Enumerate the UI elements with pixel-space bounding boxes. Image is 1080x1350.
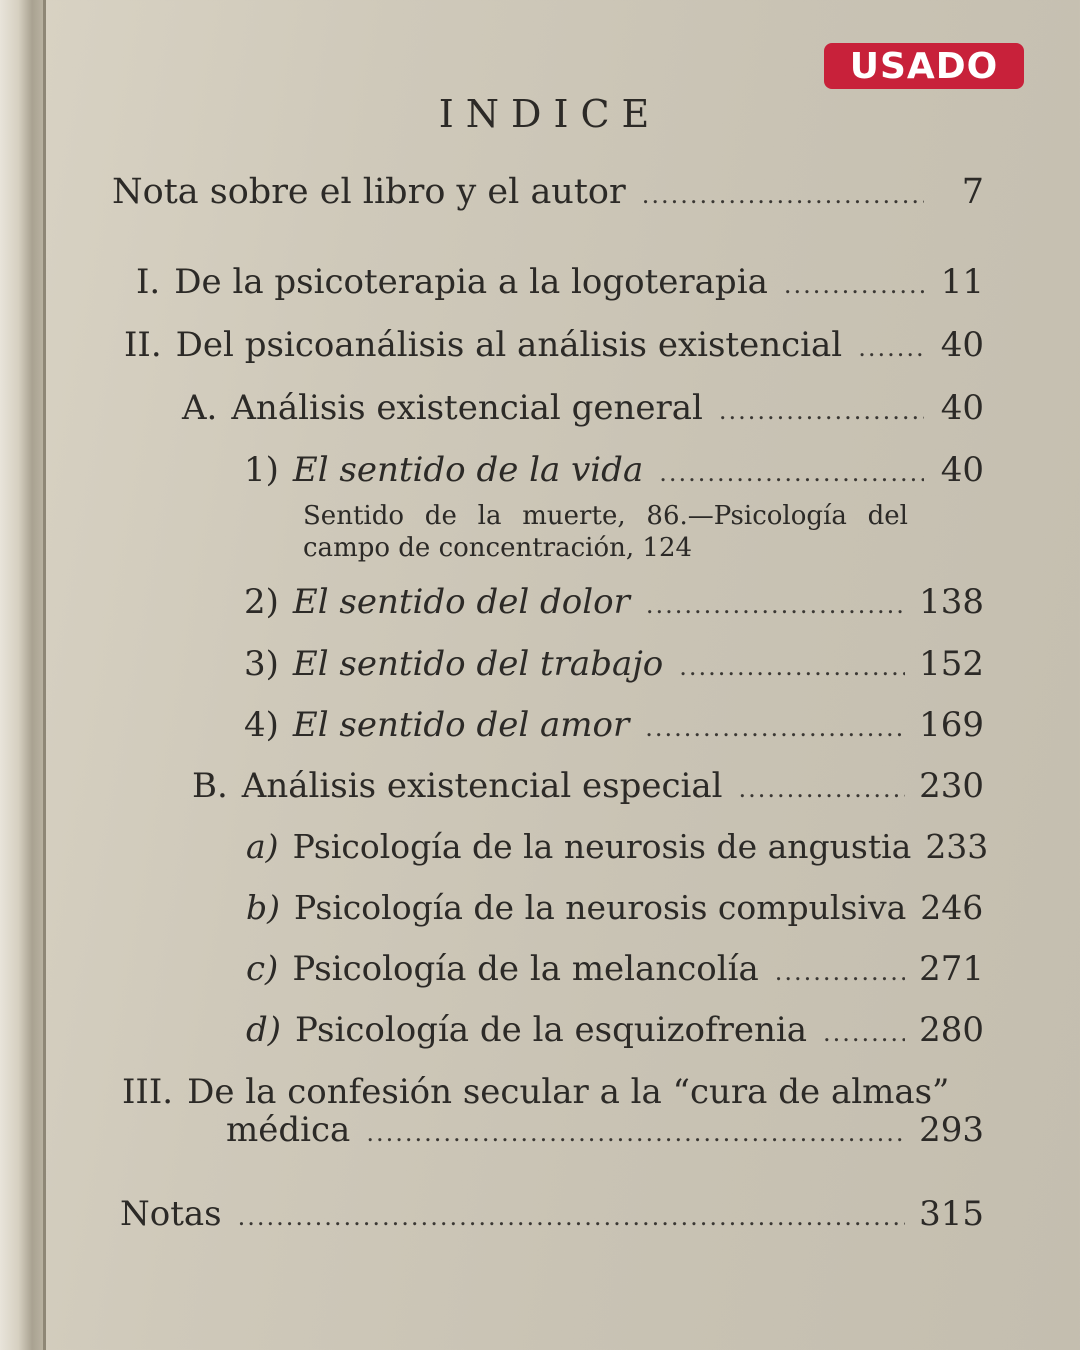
toc-entry-section-a [182, 388, 984, 428]
toc-entry-item-c [246, 949, 984, 989]
toc-entry-page: 138 [919, 582, 984, 622]
leader-dots [739, 775, 906, 803]
toc-entry-item-1 [244, 450, 984, 490]
toc-entry-label: El sentido del amor [292, 705, 630, 745]
toc-entry-page: 169 [919, 705, 984, 745]
toc-entry-number: b) [246, 888, 280, 927]
toc-entry-item-d [246, 1010, 984, 1050]
toc-entry-page: 152 [919, 644, 984, 684]
toc-entry-label: El sentido de la vida [292, 450, 644, 490]
leader-dots [645, 714, 905, 742]
toc-entry-label: De la confesión secular a la “cura de almas” [187, 1072, 950, 1112]
toc-entry-section-b [192, 766, 984, 806]
toc-entry-label: Análisis existencial especial [241, 766, 723, 806]
toc-entry-label: médica [226, 1110, 351, 1150]
toc-entry-number: c) [246, 949, 279, 989]
toc-entry-label: Análisis existencial general [231, 388, 703, 428]
leader-dots [642, 181, 924, 209]
toc-entry-label: Nota sobre el libro y el autor [112, 172, 626, 212]
toc-entry-page: 7 [961, 172, 984, 212]
toc-entry-number: I. [136, 262, 161, 302]
toc-entry-number: d) [246, 1010, 282, 1050]
toc-entry-number: 1) [244, 450, 279, 490]
toc-entry-number: 3) [244, 644, 279, 684]
toc-entry-page: 233 [925, 827, 989, 866]
page-edge [0, 0, 46, 1350]
toc-entry-label: De la psicoterapia a la logoterapia [174, 262, 768, 302]
leader-dots [659, 459, 924, 487]
toc-entry-label: Psicología de la neurosis de angustia [292, 827, 912, 866]
toc-entry-label: Psicología de la melancolía [292, 949, 759, 989]
leader-dots [784, 271, 924, 299]
toc-entry-item-b [246, 888, 984, 927]
toc-entry-page: 230 [919, 766, 984, 806]
leader-dots [858, 334, 924, 362]
toc-entry-chapter-1 [136, 262, 984, 302]
toc-entry-number: III. [122, 1072, 174, 1112]
toc-subentry-line: Sentido de la muerte, 86.—Psicología del [303, 501, 908, 531]
toc-entry-chapter-3 [122, 1072, 984, 1112]
leader-dots [679, 653, 905, 681]
toc-entry-page: 315 [919, 1194, 984, 1234]
toc-entry-label: El sentido del dolor [292, 582, 630, 622]
leader-dots [719, 397, 924, 425]
toc-entry-page: 40 [940, 388, 984, 428]
toc-entry-notas [120, 1194, 984, 1234]
toc-entry-page: 40 [940, 450, 984, 490]
leader-dots [775, 958, 905, 986]
toc-entry-chapter-2 [124, 325, 984, 365]
toc-entry-item-4 [244, 705, 984, 745]
leader-dots [646, 591, 905, 619]
toc-subentries [303, 500, 908, 564]
toc-entry-number: A. [182, 388, 218, 428]
toc-entry-number: 2) [244, 582, 279, 622]
toc-entry-label: Psicología de la neurosis compulsiva [294, 888, 907, 927]
leader-dots [823, 1019, 905, 1047]
toc-entry-label: El sentido del trabajo [292, 644, 664, 684]
toc-entry-label: Del psicoanálisis al análisis existencial [175, 325, 843, 365]
toc-entry-item-2 [244, 582, 984, 622]
toc-entry-page: 11 [940, 262, 984, 302]
toc-entry-item-3 [244, 644, 984, 684]
toc-entry-page: 271 [919, 949, 984, 989]
page-title: INDICE [438, 92, 662, 136]
toc-entry-label: Psicología de la esquizofrenia [295, 1010, 808, 1050]
toc-entry-page: 246 [920, 888, 984, 927]
toc-entry-label: Notas [120, 1194, 222, 1234]
toc-entry-chapter-3-continued [226, 1110, 984, 1150]
leader-dots [366, 1119, 905, 1147]
used-badge: USADO [824, 43, 1024, 89]
toc-entry-number: II. [124, 325, 162, 365]
toc-entry-page: 293 [919, 1110, 984, 1150]
toc-entry-nota [112, 172, 984, 212]
toc-entry-number: B. [192, 766, 228, 806]
toc-entry-number: 4) [244, 705, 279, 745]
toc-entry-page: 40 [940, 325, 984, 365]
toc-entry-number: a) [246, 827, 279, 866]
toc-entry-item-a [246, 827, 989, 866]
leader-dots [238, 1203, 905, 1231]
toc-subentry-line: campo de concentración, 124 [303, 533, 693, 563]
toc-entry-page: 280 [919, 1010, 984, 1050]
